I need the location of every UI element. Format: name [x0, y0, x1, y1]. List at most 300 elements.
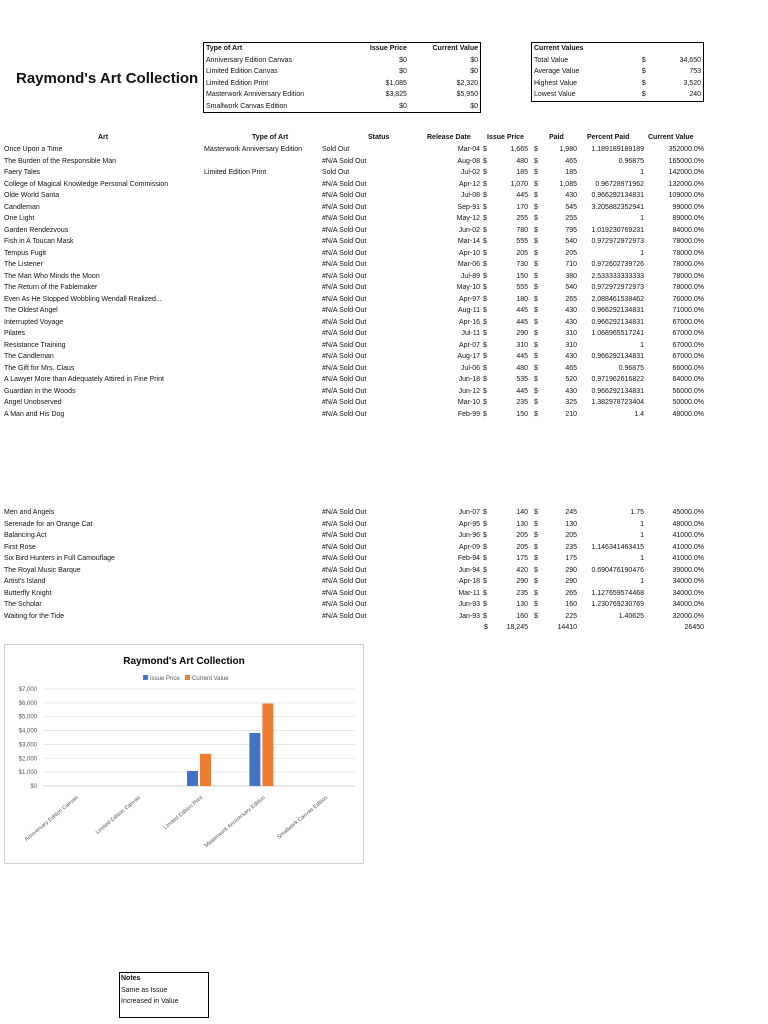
cell-percent: 1.019230769231: [591, 226, 644, 234]
cell-percent: 0.972972972973: [591, 284, 644, 291]
cell-art: Candleman: [4, 203, 40, 211]
cell-current: 78000.0%: [672, 261, 704, 268]
cell-paid: 130: [565, 520, 577, 528]
type-current: $2,320: [456, 79, 478, 87]
cell-art: Balancing Act: [4, 532, 47, 539]
y-tick-label: $4,000: [18, 728, 37, 735]
bar: [262, 704, 273, 786]
cell-paid: 540: [565, 238, 577, 245]
cell-date: Apr-18: [458, 578, 480, 585]
cell-percent: 0.972972972973: [591, 238, 644, 245]
cell-issue: 445: [516, 307, 528, 314]
current-header: Current Value: [432, 45, 478, 52]
cell-art: Even As He Stopped Wobbling Wendall Realized...: [4, 295, 162, 303]
cell-paid-dollar: $: [534, 376, 538, 383]
cell-paid: 290: [565, 578, 577, 585]
notes-box: [119, 972, 209, 1018]
table-row: [0, 340, 768, 352]
current-values-box: [531, 42, 704, 102]
cell-status: #N/A Sold Out: [322, 192, 367, 199]
cell-issue-dollar: $: [483, 318, 487, 326]
type-issue: $0: [399, 56, 407, 64]
cell-percent: 1.068965517241: [591, 330, 644, 337]
cell-paid-dollar: $: [534, 410, 538, 418]
cell-art: Interrupted Voyage: [4, 318, 64, 326]
current-values-row: [532, 78, 704, 90]
cell-issue-dollar: $: [483, 249, 487, 257]
cell-paid: 160: [565, 601, 577, 608]
cell-art: Olde World Santa: [4, 192, 60, 199]
cell-status: #N/A Sold Out: [322, 543, 367, 551]
cell-paid-dollar: $: [534, 180, 538, 188]
cell-percent: 1.189189189189: [591, 146, 644, 153]
cell-issue: 170: [516, 203, 528, 211]
cell-issue-dollar: $: [483, 180, 487, 188]
cell-date: Feb-99: [457, 410, 480, 418]
cv-dollar: $: [641, 68, 646, 75]
table-row: [0, 363, 768, 375]
type-issue: $1,085: [385, 79, 407, 87]
cell-percent: 2.088461538462: [591, 295, 644, 303]
cell-current: 109000.0%: [668, 192, 704, 199]
cv-value: 753: [689, 68, 701, 75]
cell-art: Resistance Training: [4, 341, 66, 349]
cell-percent: 2.533333333333: [591, 272, 644, 280]
table-row: [0, 588, 768, 600]
cell-current: 34000.0%: [672, 589, 704, 597]
data-rows-bottom: [0, 507, 768, 622]
cell-paid: 290: [565, 566, 577, 574]
cell-percent: 1: [640, 249, 644, 257]
type-header: Type of Art: [206, 45, 243, 52]
cell-paid: 430: [565, 192, 577, 199]
table-row: [0, 542, 768, 554]
cell-issue-dollar: $: [483, 566, 487, 574]
cell-date: Aug-08: [457, 157, 480, 165]
cell-issue: 255: [516, 215, 528, 222]
cell-paid: 380: [565, 272, 577, 280]
cv-label: Highest Value: [534, 79, 578, 87]
table-row: [0, 271, 768, 283]
cell-issue: 140: [516, 509, 528, 516]
type-summary-header: [204, 43, 481, 55]
cell-paid: 185: [565, 169, 577, 176]
cell-art: Once Upon a Time: [4, 146, 63, 153]
cell-issue: 310: [516, 341, 528, 349]
cell-status: #N/A Sold Out: [322, 249, 367, 257]
cell-status: #N/A Sold Out: [322, 318, 367, 326]
cell-paid: 540: [565, 284, 577, 291]
cell-percent: 1.146341463415: [591, 543, 644, 551]
totals-dollar: $: [484, 624, 488, 631]
cell-paid-dollar: $: [534, 520, 538, 528]
cell-paid-dollar: $: [534, 353, 538, 360]
cell-current: 48000.0%: [672, 410, 704, 418]
table-row: [0, 507, 768, 519]
cell-status: #N/A Sold Out: [322, 238, 367, 245]
cell-percent: 0.966292134831: [591, 387, 644, 395]
cell-percent: 1.40625: [618, 612, 644, 620]
type-summary-row: [204, 78, 481, 90]
cell-paid: 465: [565, 157, 577, 165]
cell-percent: 1: [640, 341, 644, 349]
cell-paid-dollar: $: [534, 169, 538, 176]
cv-value: 34,650: [679, 56, 701, 64]
table-row: [0, 282, 768, 294]
cell-status: #N/A Sold Out: [322, 601, 367, 608]
cell-date: Aug-17: [457, 353, 480, 360]
cell-percent: 1.75: [630, 509, 644, 516]
table-row: [0, 179, 768, 191]
bar: [249, 733, 260, 786]
cell-paid-dollar: $: [534, 192, 538, 199]
cell-date: Apr-16: [458, 318, 480, 326]
cell-date: Mar-11: [458, 589, 480, 597]
cell-date: Aug-11: [457, 307, 480, 314]
cell-percent: 0.690476190476: [591, 566, 644, 574]
cell-paid-dollar: $: [534, 249, 538, 257]
notes-header: Notes: [121, 975, 141, 982]
cell-date: Apr-12: [458, 180, 480, 188]
y-tick-label: $1,000: [18, 770, 37, 777]
type-name: Anniversary Edition Canvas: [206, 56, 292, 64]
type-summary-table: [203, 42, 481, 113]
cell-art: The Burden of the Responsible Man: [4, 157, 117, 165]
cell-percent: 3.205882352941: [591, 203, 644, 211]
cell-status: #N/A Sold Out: [322, 330, 367, 337]
cell-paid-dollar: $: [534, 589, 538, 597]
cell-paid-dollar: $: [534, 307, 538, 314]
table-row: [0, 213, 768, 225]
table-row: [0, 519, 768, 531]
y-tick-label: $0: [30, 784, 37, 790]
cell-paid-dollar: $: [534, 203, 538, 211]
cell-paid-dollar: $: [534, 399, 538, 406]
cell-current: 32000.0%: [672, 612, 704, 620]
table-row: [0, 144, 768, 156]
cell-issue-dollar: $: [483, 192, 487, 199]
cell-current: 34000.0%: [672, 578, 704, 585]
cell-percent: 0.96875: [618, 157, 644, 165]
cell-issue: 1,665: [510, 146, 528, 153]
chart-container[interactable]: [4, 644, 364, 864]
cell-paid: 255: [565, 215, 577, 222]
cell-issue: 445: [516, 318, 528, 326]
cell-issue-dollar: $: [483, 284, 487, 291]
cell-art: Angel Unobserved: [4, 399, 62, 406]
cell-percent: 1: [640, 215, 644, 222]
cell-date: Mar-04: [457, 146, 480, 153]
cell-paid: 430: [565, 318, 577, 326]
cell-issue: 1,070: [510, 180, 528, 188]
cell-issue-dollar: $: [483, 203, 487, 211]
cell-current: 67000.0%: [672, 353, 704, 360]
cell-status: #N/A Sold Out: [322, 215, 367, 222]
cell-current: 89000.0%: [672, 215, 704, 222]
legend-label: Current Value: [192, 676, 229, 682]
cell-issue: 290: [516, 330, 528, 337]
cell-issue: 480: [516, 157, 528, 165]
cell-date: Apr-97: [458, 295, 480, 303]
cell-art: College of Magical Knowledge Personal Commission: [4, 180, 169, 188]
cell-current: 84000.0%: [672, 226, 704, 234]
x-tick-label: Limited Edition Canvas: [94, 794, 142, 836]
cell-paid-dollar: $: [534, 238, 538, 245]
cell-issue-dollar: $: [483, 238, 487, 245]
cell-art: The Scholar: [4, 601, 42, 608]
cell-issue-dollar: $: [483, 261, 487, 268]
cell-percent: 1: [640, 169, 644, 176]
legend-swatch: [143, 675, 148, 680]
x-tick-label: Anniversary Edition Canvas: [23, 794, 80, 843]
table-row: [0, 156, 768, 168]
cell-current: 66000.0%: [672, 364, 704, 372]
cell-issue-dollar: $: [483, 520, 487, 528]
bar: [187, 771, 198, 786]
cell-status: #N/A Sold Out: [322, 180, 367, 188]
x-tick-label: Limited Edition Print: [162, 794, 205, 831]
type-summary-row: [204, 101, 481, 113]
cell-status: #N/A Sold Out: [322, 578, 367, 585]
x-tick-label: Smallwork Canvas Edition: [276, 794, 330, 841]
cell-current: 142000.0%: [668, 169, 704, 176]
cell-paid-dollar: $: [534, 226, 538, 234]
cell-percent: 0.966292134831: [591, 318, 644, 326]
y-tick-label: $7,000: [18, 687, 37, 693]
cell-paid: 310: [565, 341, 577, 349]
cell-status: #N/A Sold Out: [322, 399, 367, 406]
page-title: Raymond's Art Collection: [16, 70, 199, 87]
cell-paid-dollar: $: [534, 543, 538, 551]
cell-art: The Gift for Mrs. Claus: [4, 364, 75, 372]
cell-issue-dollar: $: [483, 532, 487, 539]
cell-paid-dollar: $: [534, 387, 538, 395]
cell-paid: 1,980: [559, 146, 577, 153]
cell-issue-dollar: $: [483, 387, 487, 395]
cell-issue: 420: [516, 566, 528, 574]
cell-status: #N/A Sold Out: [322, 566, 367, 574]
cell-percent: 0.972602739726: [591, 261, 644, 268]
cell-paid: 210: [565, 410, 577, 418]
cell-issue-dollar: $: [483, 157, 487, 165]
cell-issue-dollar: $: [483, 509, 487, 516]
cell-issue-dollar: $: [483, 169, 487, 176]
cell-art: Butterfly Knight: [4, 589, 52, 597]
cv-dollar: $: [641, 79, 646, 87]
cell-art: The Candleman: [4, 353, 54, 360]
cell-percent: 0.96875: [618, 364, 644, 372]
cell-percent: 1: [640, 578, 644, 585]
table-row: [0, 397, 768, 409]
cell-issue: 205: [516, 543, 528, 551]
cell-art: Waiting for the Tide: [4, 612, 65, 620]
cell-date: Jun-96: [458, 532, 480, 539]
cell-art: One Light: [4, 215, 35, 222]
cell-issue-dollar: $: [483, 215, 487, 222]
cell-issue-dollar: $: [483, 353, 487, 360]
cell-issue: 290: [516, 578, 528, 585]
cell-paid: 205: [565, 532, 577, 539]
cell-status: #N/A Sold Out: [322, 410, 367, 418]
type-name: Smallwork Canvas Edition: [206, 102, 288, 110]
cell-paid: 430: [565, 307, 577, 314]
table-row: [0, 553, 768, 565]
cell-current: 76000.0%: [672, 295, 704, 303]
cell-status: #N/A Sold Out: [322, 387, 367, 395]
col-percent: Percent Paid: [587, 134, 630, 141]
cell-percent: 0.966292134831: [591, 353, 644, 360]
cell-date: Jun-02: [458, 226, 480, 234]
cell-status: #N/A Sold Out: [322, 364, 367, 372]
cell-issue: 130: [516, 601, 528, 608]
cell-current: 71000.0%: [672, 307, 704, 314]
cell-date: Mar-06: [457, 261, 480, 268]
cell-date: Jul-08: [460, 192, 480, 199]
table-row: [0, 565, 768, 577]
cell-issue-dollar: $: [483, 555, 487, 562]
cv-label: Total Value: [534, 56, 569, 64]
cell-date: Jul-89: [460, 272, 480, 280]
cell-percent: 1.127659574468: [591, 589, 644, 597]
current-values-header: Current Values: [534, 45, 584, 52]
cell-paid-dollar: $: [534, 578, 538, 585]
cell-paid-dollar: $: [534, 272, 538, 280]
table-row: [0, 328, 768, 340]
cell-art: The Oldest Angel: [4, 307, 58, 314]
cell-issue: 535: [516, 376, 528, 383]
cell-status: #N/A Sold Out: [322, 612, 367, 620]
type-summary-row: [204, 55, 481, 67]
cell-status: #N/A Sold Out: [322, 307, 367, 314]
type-summary-row: [204, 89, 481, 101]
col-paid: Paid: [549, 134, 564, 141]
cell-date: Jan-93: [458, 612, 480, 620]
notes-same: Same as Issue: [121, 986, 168, 994]
table-row: [0, 317, 768, 329]
cell-paid-dollar: $: [534, 146, 538, 153]
type-current: $0: [470, 68, 478, 75]
cell-paid: 245: [565, 509, 577, 516]
cell-issue-dollar: $: [483, 589, 487, 597]
cell-art: First Rose: [4, 543, 36, 551]
cell-paid: 175: [565, 555, 577, 562]
cell-date: May-10: [456, 284, 480, 291]
cell-date: Jun-12: [458, 387, 480, 395]
cell-issue: 730: [516, 261, 528, 268]
cell-art: Six Bird Hunters in Full Camouflage: [4, 555, 115, 562]
cv-label: Average Value: [534, 68, 580, 75]
bar-chart: [5, 645, 363, 863]
cell-date: May-12: [456, 215, 480, 222]
totals-row: [0, 622, 768, 634]
cell-current: 41000.0%: [672, 532, 704, 539]
cell-issue: 160: [516, 612, 528, 620]
cell-paid-dollar: $: [534, 612, 538, 620]
cell-issue: 235: [516, 589, 528, 597]
chart-title: Raymond's Art Collection: [123, 656, 245, 667]
legend-swatch: [185, 675, 190, 680]
cell-issue: 180: [516, 295, 528, 303]
cell-issue-dollar: $: [483, 330, 487, 337]
table-row: [0, 167, 768, 179]
cell-issue: 555: [516, 238, 528, 245]
type-current: $5,950: [456, 91, 478, 98]
col-type: Type of Art: [252, 134, 289, 141]
cell-paid: 545: [565, 203, 577, 211]
col-issue: Issue Price: [487, 134, 524, 141]
legend-label: Issue Price: [150, 676, 180, 682]
y-tick-label: $6,000: [18, 700, 37, 707]
cell-issue: 555: [516, 284, 528, 291]
y-tick-label: $3,000: [18, 742, 37, 749]
cell-paid: 205: [565, 249, 577, 257]
cell-percent: 1.230769230769: [591, 601, 644, 608]
cell-current: 48000.0%: [672, 520, 704, 528]
table-row: [0, 225, 768, 237]
cell-percent: 0.96728971962: [595, 180, 644, 188]
type-name: Limited Edition Print: [206, 79, 269, 87]
cell-current: 50000.0%: [672, 399, 704, 406]
cell-issue: 150: [516, 410, 528, 418]
type-issue: $3,825: [385, 91, 407, 98]
cell-issue-dollar: $: [483, 364, 487, 372]
cell-percent: 1.4: [634, 410, 644, 418]
cell-current: 56000.0%: [672, 387, 704, 395]
cell-paid-dollar: $: [534, 555, 538, 562]
cell-paid-dollar: $: [534, 601, 538, 608]
cell-paid: 265: [565, 589, 577, 597]
cell-current: 67000.0%: [672, 330, 704, 337]
cell-issue: 235: [516, 399, 528, 406]
type-current: $0: [470, 102, 478, 110]
cell-current: 45000.0%: [672, 509, 704, 516]
cell-status: #N/A Sold Out: [322, 532, 367, 539]
cell-date: Mar-10: [457, 399, 480, 406]
table-row: [0, 576, 768, 588]
cell-art: The Listener: [4, 261, 43, 268]
table-row: [0, 305, 768, 317]
cell-date: Jul-02: [460, 169, 480, 176]
cell-status: #N/A Sold Out: [322, 272, 367, 280]
cell-date: Feb-94: [457, 555, 480, 562]
cell-issue: 445: [516, 387, 528, 395]
cell-percent: 1: [640, 532, 644, 539]
cell-type: Masterwork Anniversary Edition: [204, 146, 303, 153]
cell-type: Limited Edition Print: [204, 169, 267, 176]
cell-issue: 205: [516, 249, 528, 257]
cell-issue-dollar: $: [483, 543, 487, 551]
cell-status: #N/A Sold Out: [322, 203, 367, 211]
cell-status: #N/A Sold Out: [322, 520, 367, 528]
cell-art: Pilates: [4, 330, 26, 337]
cell-date: Jun-94: [458, 566, 480, 574]
cell-paid: 235: [565, 543, 577, 551]
cell-paid-dollar: $: [534, 284, 538, 291]
cell-art: Faery Tales: [4, 169, 41, 176]
cell-issue: 185: [516, 169, 528, 176]
cell-status: #N/A Sold Out: [322, 226, 367, 234]
cell-issue-dollar: $: [483, 272, 487, 280]
cell-art: Guardian in the Woods: [4, 387, 76, 395]
table-row: [0, 248, 768, 260]
cell-issue-dollar: $: [483, 612, 487, 620]
cell-paid: 310: [565, 330, 577, 337]
cell-current: 39000.0%: [672, 566, 704, 574]
bar: [200, 754, 211, 786]
cell-date: Jun-07: [458, 509, 480, 516]
cell-status: #N/A Sold Out: [322, 376, 367, 383]
cell-paid: 710: [565, 261, 577, 268]
